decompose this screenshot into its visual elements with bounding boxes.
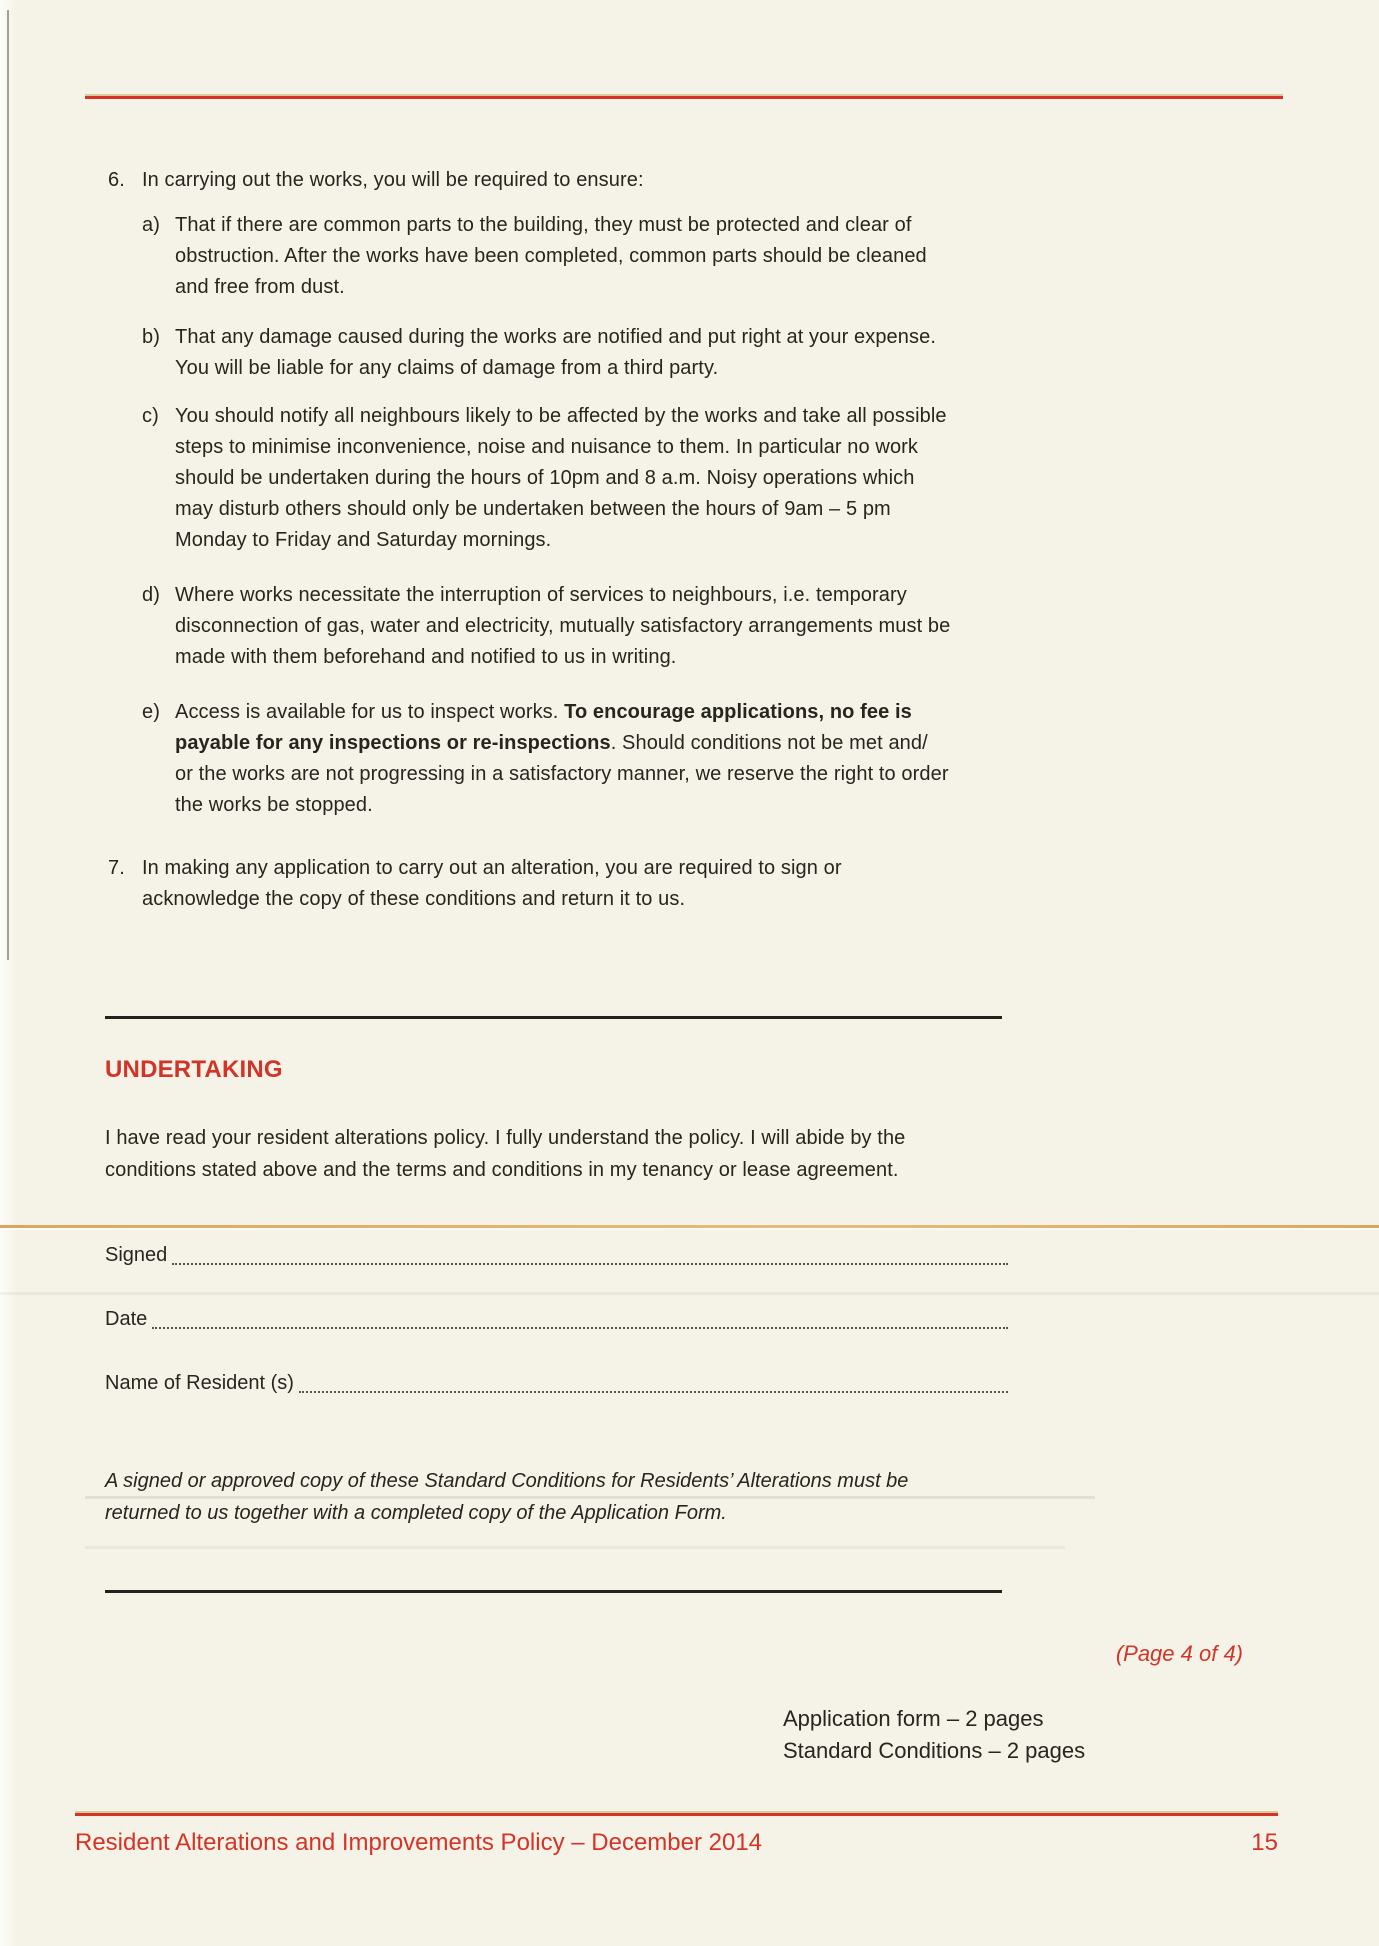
text-line: should be undertaken during the hours of 10pm and 8 a.m. Noisy operations which — [175, 467, 915, 489]
name-label: Name of Resident (s) — [105, 1372, 294, 1394]
footer-divider — [75, 1813, 1278, 1816]
scan-fold-line — [0, 1225, 1379, 1228]
signature-row-date — [105, 1304, 1008, 1334]
scan-edge-line — [7, 10, 9, 960]
condition-item-7 — [108, 853, 842, 915]
text-line: obstruction. After the works have been completed, common parts should be cleaned — [175, 245, 927, 267]
text-line: or the works are not progressing in a satisfactory manner, we reserve the right to order — [175, 763, 949, 785]
condition-sub-b — [142, 322, 936, 384]
sub-label: d) — [142, 584, 160, 606]
sub-label: c) — [142, 405, 159, 427]
sub-text — [175, 322, 936, 384]
sub-text — [175, 697, 949, 821]
text-line: disconnection of gas, water and electricity, mutually satisfactory arrangements must be — [175, 615, 951, 637]
date-label: Date — [105, 1308, 148, 1330]
text-segment: Access is available for us to inspect works. — [175, 701, 565, 723]
text-line: steps to minimise inconvenience, noise and nuisance to them. In particular no work — [175, 436, 919, 458]
bottom-divider — [105, 1590, 1002, 1593]
condition-item-6 — [108, 165, 644, 196]
footer-doc-title: Resident Alterations and Improvements Policy – December 2014 — [75, 1829, 763, 1856]
sub-label: b) — [142, 326, 160, 348]
text-line: may disturb others should only be undertaken between the hours of 9am – 5 pm — [175, 498, 891, 520]
text-line: Monday to Friday and Saturday mornings. — [175, 529, 552, 551]
item-text — [142, 853, 842, 915]
text-line: That if there are common parts to the building, they must be protected and clear of — [175, 214, 912, 236]
text-line — [175, 697, 949, 728]
attachment-line: Application form – 2 pages — [783, 1706, 1044, 1731]
return-instructions-note — [105, 1465, 908, 1529]
date-dotted-line — [152, 1327, 1008, 1329]
text-line: and free from dust. — [175, 276, 345, 298]
text-line: You will be liable for any claims of damage from a third party. — [175, 357, 719, 379]
text-line: A signed or approved copy of these Standard Conditions for Residents’ Alterations must be — [105, 1470, 909, 1492]
signature-row-signed — [105, 1240, 1008, 1270]
signed-dotted-line — [172, 1263, 1008, 1265]
sub-text — [175, 401, 947, 556]
item-number: 7. — [108, 857, 125, 879]
text-line: conditions stated above and the terms and conditions in my tenancy or lease agreement. — [105, 1159, 899, 1181]
footer-page-number: 15 — [1251, 1829, 1278, 1856]
text-line: Where works necessitate the interruption of services to neighbours, i.e. temporary — [175, 584, 907, 606]
sub-label: a) — [142, 214, 160, 236]
text-line: That any damage caused during the works are notified and put right at your expense. — [175, 326, 936, 348]
text-segment-bold: To encourage applications, no fee is — [564, 701, 912, 723]
attachments-list — [783, 1703, 1085, 1767]
text-line: You should notify all neighbours likely to be affected by the works and take all possible — [175, 405, 947, 427]
sub-text — [175, 580, 950, 673]
text-line — [175, 728, 949, 759]
text-segment: . Should conditions not be met and/ — [610, 732, 928, 754]
text-segment-bold: payable for any inspections or re-inspections — [175, 732, 611, 754]
sub-label: e) — [142, 701, 160, 723]
scan-streak — [85, 1546, 1065, 1549]
name-dotted-line — [299, 1391, 1008, 1393]
attachment-line: Standard Conditions – 2 pages — [783, 1738, 1086, 1763]
text-line: returned to us together with a completed copy of the Application Form. — [105, 1502, 727, 1524]
text-line: In making any application to carry out an alteration, you are required to sign or — [142, 857, 842, 879]
section-divider — [105, 1016, 1002, 1019]
item-text: In carrying out the works, you will be required to ensure: — [142, 169, 644, 191]
page-marker: (Page 4 of 4) — [1115, 1641, 1243, 1666]
text-line: the works be stopped. — [175, 794, 373, 816]
text-line: made with them beforehand and notified to us in writing. — [175, 646, 677, 668]
signature-row-name — [105, 1368, 1008, 1398]
undertaking-heading: UNDERTAKING — [105, 1056, 283, 1083]
condition-sub-c — [142, 401, 947, 556]
condition-sub-d — [142, 580, 950, 673]
signed-label: Signed — [105, 1244, 168, 1266]
undertaking-body — [105, 1122, 905, 1186]
top-divider — [85, 96, 1283, 99]
sub-text — [175, 210, 927, 303]
condition-sub-e — [142, 697, 949, 821]
text-line: I have read your resident alterations policy. I fully understand the policy. I will abide by the — [105, 1127, 906, 1149]
scan-streak — [0, 1292, 1379, 1295]
item-number: 6. — [108, 169, 125, 191]
condition-sub-a — [142, 210, 927, 303]
text-line: acknowledge the copy of these conditions and return it to us. — [142, 888, 686, 910]
